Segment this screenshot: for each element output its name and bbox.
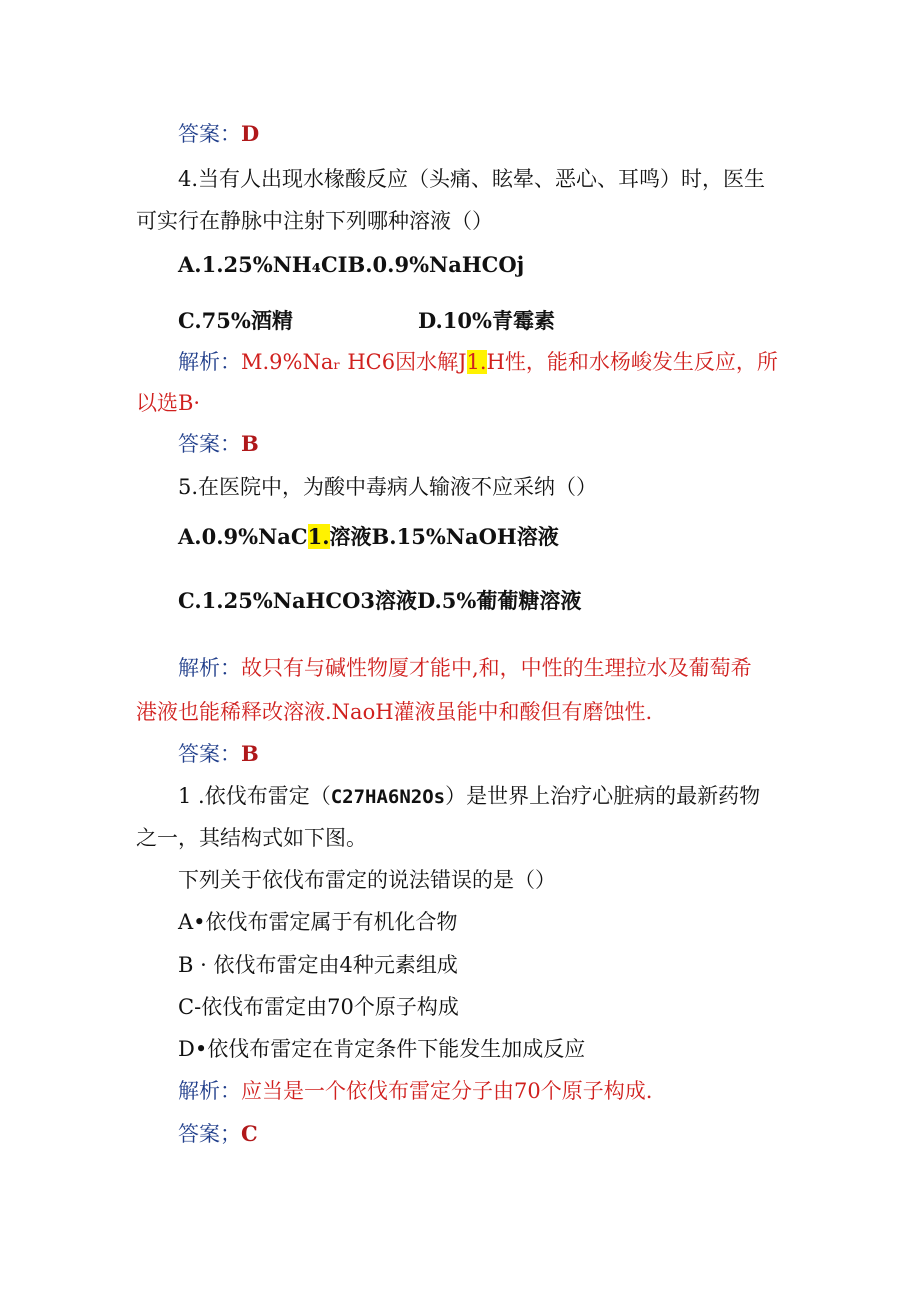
question-prompt: 下列关于依伐布雷定的说法错误的是（） <box>178 868 556 892</box>
analysis-line <box>178 347 778 377</box>
question-stem: 4.当有人出现水椽酸反应（头痛、眩晕、恶心、耳鸣）时，医生 <box>178 167 766 191</box>
answer-value: C <box>241 1121 258 1146</box>
analysis-label: 解析： <box>178 350 241 374</box>
analysis-line-cont: 港液也能稀释改溶液.NaoH灌液虽能中和酸但有磨蚀性. <box>136 700 653 724</box>
highlight-mark: 1. <box>466 350 487 374</box>
answer-label: 答案： <box>178 742 241 766</box>
answer-line-q1 <box>178 1119 258 1149</box>
question-stem-cont: 之一，其结构式如下图。 <box>136 826 367 850</box>
question-stem <box>178 781 760 812</box>
analysis-text-cont: H性，能和水杨峻发生反应，所 <box>486 350 778 374</box>
question-stem-cont: 可实行在静脉中注射下列哪种溶液（） <box>136 209 493 233</box>
analysis-line <box>178 653 752 683</box>
option-ab: A.1.25%NH₄CIB.0.9%NaHCOj <box>178 252 525 277</box>
answer-label: 答案； <box>178 1122 241 1146</box>
analysis-label: 解析： <box>178 1079 241 1103</box>
analysis-text: 应当是一个依伐布雷定分子由70个原子构成. <box>241 1079 653 1103</box>
answer-label: 答案： <box>178 432 241 456</box>
option-text: A.0.9%NaC <box>178 524 308 549</box>
chemical-formula: C27HA6N2Os <box>330 786 446 808</box>
option-d: D.10%青霉素 <box>418 308 555 333</box>
answer-label: 答案： <box>178 122 241 146</box>
option-a: A•依伐布雷定属于有机化合物 <box>178 910 458 934</box>
highlight-mark: 1. <box>307 524 330 549</box>
answer-line-q5 <box>178 739 259 769</box>
question-stem: 5.在医院中，为酸中毒病人输液不应采纳（） <box>178 475 598 499</box>
analysis-text: 故只有与碱性物厦才能中,和，中性的生理拉水及葡萄希 <box>241 656 752 680</box>
option-text-cont: 溶液B.15%NaOH溶液 <box>329 524 559 549</box>
option-cd: C.1.25%NaHCO3溶液D.5%葡葡糖溶液 <box>178 588 582 613</box>
question-stem-text: 1 .依伐布雷定（ <box>178 784 331 808</box>
analysis-line <box>178 1076 652 1106</box>
option-d: D•依伐布雷定在肯定条件下能发生加成反应 <box>178 1037 586 1061</box>
analysis-line-cont: 以选B· <box>136 391 201 415</box>
option-ab <box>178 522 559 552</box>
answer-value: B <box>241 431 259 456</box>
option-b: B · 依伐布雷定由4种元素组成 <box>178 953 458 977</box>
question-stem-text-cont: ）是世界上治疗心脏病的最新药物 <box>445 784 761 808</box>
answer-line-q3 <box>178 119 259 149</box>
answer-line-q4 <box>178 429 259 459</box>
answer-value: D <box>241 121 260 146</box>
analysis-label: 解析： <box>178 656 241 680</box>
analysis-text: M.9%Naᵣ HC6因水解J <box>241 350 467 374</box>
option-c: C.75%酒精 <box>178 308 293 333</box>
option-c: C-依伐布雷定由70个原子构成 <box>178 995 459 1019</box>
answer-value: B <box>241 741 259 766</box>
